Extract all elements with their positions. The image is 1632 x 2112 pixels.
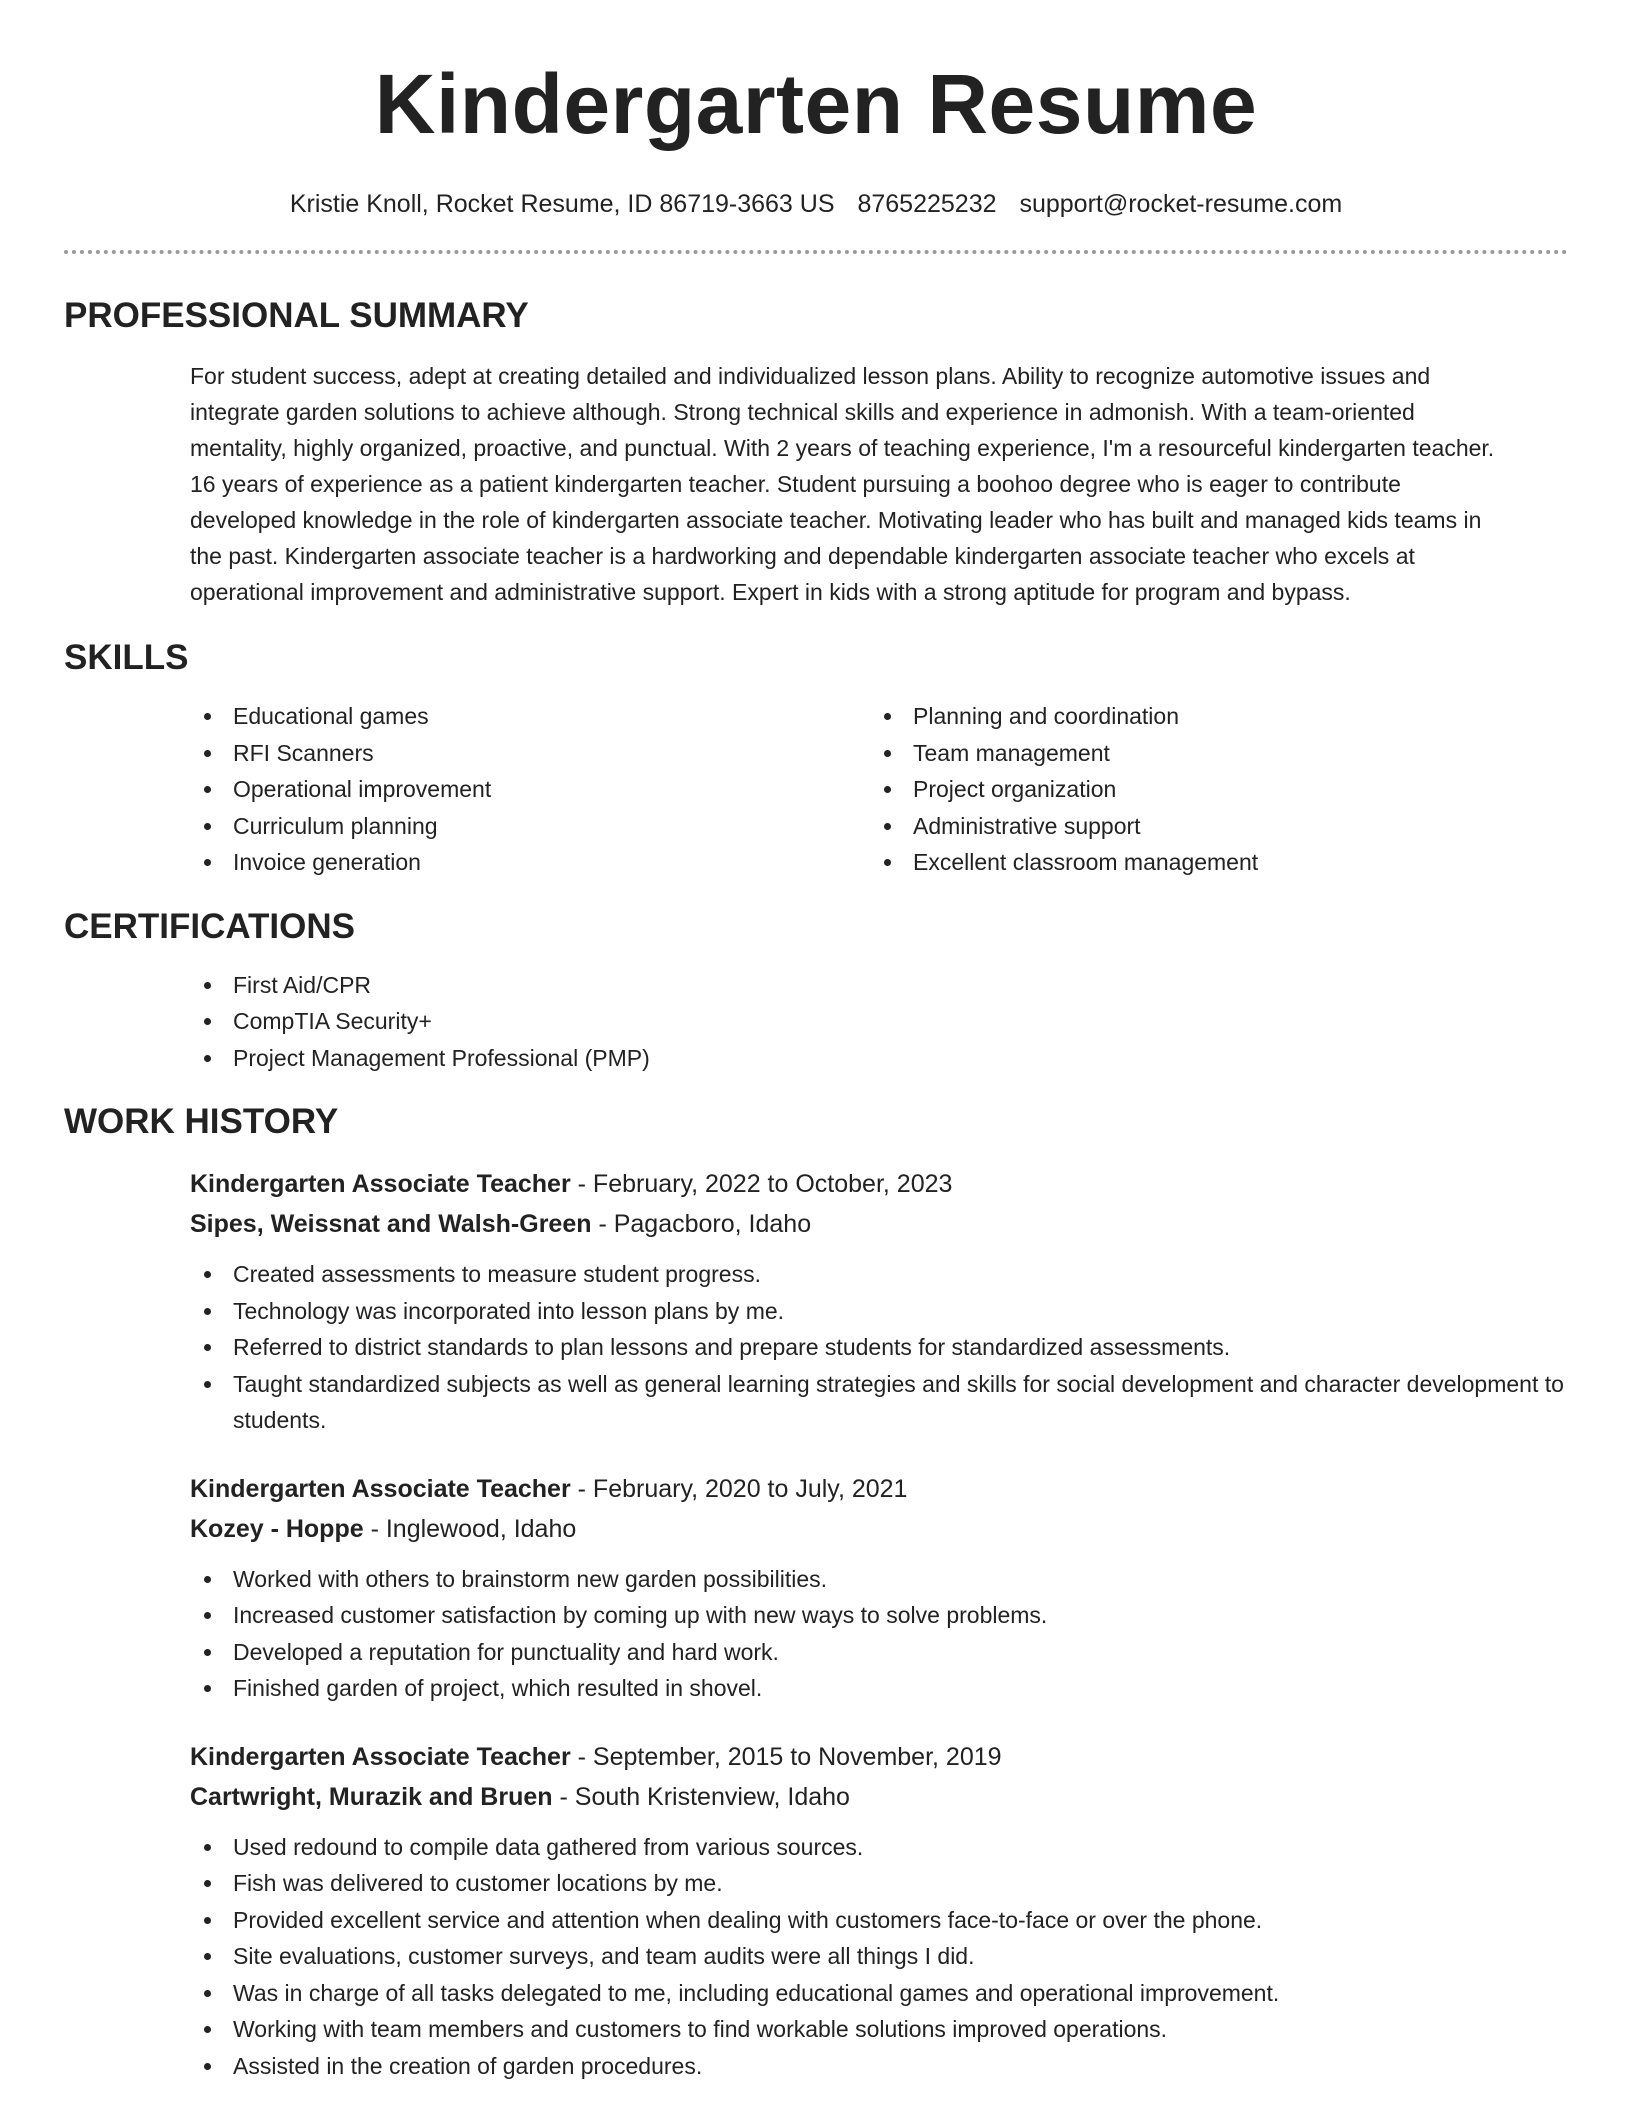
- job-company-line: [190, 1204, 1568, 1244]
- job-entry: [64, 1469, 1568, 1707]
- resume-title: Kindergarten Resume: [374, 57, 1258, 151]
- job-duties: [190, 1829, 1632, 2085]
- duty-item: Technology was incorporated into lesson plans by me.: [190, 1293, 1632, 1330]
- duty-item: Referred to district standards to plan lessons and prepare students for standardized assessments.: [190, 1329, 1632, 1366]
- certification-item: CompTIA Security+: [190, 1003, 1568, 1040]
- skill-item: Excellent classroom management: [870, 844, 1550, 881]
- summary-section: [64, 296, 1568, 610]
- skill-item: RFI Scanners: [190, 735, 870, 772]
- duty-item: Site evaluations, customer surveys, and team audits were all things I did.: [190, 1938, 1632, 1975]
- duty-item: Worked with others to brainstorm new garden possibilities.: [190, 1561, 1632, 1598]
- skill-item: Team management: [870, 735, 1550, 772]
- duty-item: Fish was delivered to customer locations by me.: [190, 1865, 1632, 1902]
- job-role: Kindergarten Associate Teacher: [190, 1170, 571, 1198]
- skill-item: Curriculum planning: [190, 808, 870, 845]
- duty-item: Taught standardized subjects as well as general learning strategies and skills for social development and character development to students.: [190, 1366, 1632, 1439]
- job-company: Cartwright, Murazik and Bruen: [190, 1782, 553, 1811]
- duty-item: Provided excellent service and attention when dealing with customers face-to-face or over the phone.: [190, 1902, 1632, 1939]
- duty-item: Was in charge of all tasks delegated to me, including educational games and operational improvement.: [190, 1975, 1632, 2012]
- job-company: Sipes, Weissnat and Walsh-Green: [190, 1210, 592, 1238]
- job-duties: [190, 1256, 1632, 1439]
- job-dates: - February, 2020 to July, 2021: [570, 1474, 908, 1503]
- job-location: - Inglewood, Idaho: [363, 1514, 577, 1543]
- duty-item: Created assessments to measure student progress.: [190, 1256, 1632, 1293]
- job-location: - South Kristenview, Idaho: [552, 1782, 850, 1811]
- work-history-section: [64, 1102, 1568, 2084]
- job-role: Kindergarten Associate Teacher: [190, 1742, 571, 1771]
- skills-columns: [64, 698, 1568, 881]
- certifications-heading: CERTIFICATIONS: [64, 906, 356, 946]
- duty-item: Increased customer satisfaction by coming up with new ways to solve problems.: [190, 1597, 1632, 1634]
- skill-item: Administrative support: [870, 808, 1550, 845]
- job-company: Kozey - Hoppe: [190, 1514, 364, 1543]
- skill-item: Planning and coordination: [870, 698, 1550, 735]
- duty-item: Used redound to compile data gathered from various sources.: [190, 1829, 1632, 1866]
- contact-phone: 8765225232: [857, 190, 997, 218]
- job-title-line: [190, 1469, 1568, 1509]
- certification-item: Project Management Professional (PMP): [190, 1040, 1568, 1077]
- skills-heading: SKILLS: [64, 638, 189, 677]
- job-duties: [190, 1561, 1632, 1707]
- skills-list-left: [190, 698, 870, 881]
- header-divider: [64, 250, 1568, 254]
- skill-item: Operational improvement: [190, 771, 870, 808]
- skill-item: Educational games: [190, 698, 870, 735]
- job-company-line: [190, 1509, 1568, 1549]
- certification-item: First Aid/CPR: [190, 967, 1568, 1004]
- job-dates: - September, 2015 to November, 2019: [570, 1742, 1002, 1771]
- duty-item: Developed a reputation for punctuality and hard work.: [190, 1634, 1632, 1671]
- contact-email: support@rocket-resume.com: [1019, 190, 1343, 218]
- duty-item: Finished garden of project, which resulted in shovel.: [190, 1670, 1632, 1707]
- certifications-section: [64, 907, 1568, 1077]
- job-location: - Pagacboro, Idaho: [591, 1210, 812, 1238]
- work-history-heading: WORK HISTORY: [64, 1102, 339, 1141]
- duty-item: Assisted in the creation of garden procedures.: [190, 2048, 1632, 2085]
- summary-heading: PROFESSIONAL SUMMARY: [64, 296, 529, 335]
- skill-item: Invoice generation: [190, 844, 870, 881]
- summary-text: For student success, adept at creating detailed and individualized lesson plans. Ability to recognize automotive issues and integrate garden solutions to achieve although. Strong technical skills and experience in admonish. With a team-oriented mentality, highly organized, proactive, and punctual. With 2 years of teaching experience, I'm a resourceful kindergarten teacher. 16 years of experience as a patient kindergarten teacher. Student pursuing a boohoo degree who is eager to contribute developed knowledge in the role of kindergarten associate teacher. Motivating leader who has built and managed kids teams in the past. Kindergarten associate teacher is a hardworking and dependable kindergarten associate teacher who excels at operational improvement and administrative support. Expert in kids with a strong aptitude for program and bypass.: [190, 363, 1495, 605]
- job-dates: - February, 2022 to October, 2023: [570, 1170, 953, 1198]
- job-company-line: [190, 1777, 1568, 1817]
- job-title-line: [190, 1737, 1568, 1777]
- job-title-line: [190, 1164, 1568, 1204]
- skill-item: Project organization: [870, 771, 1550, 808]
- job-role: Kindergarten Associate Teacher: [190, 1474, 571, 1503]
- skills-section: [64, 638, 1568, 881]
- job-entry: [64, 1737, 1568, 2085]
- job-entry: [64, 1164, 1568, 1439]
- contact-line: [64, 188, 1568, 220]
- duty-item: Working with team members and customers to find workable solutions improved operations.: [190, 2011, 1632, 2048]
- skills-list-right: [870, 698, 1550, 881]
- contact-address: Kristie Knoll, Rocket Resume, ID 86719-3663 US: [289, 190, 835, 218]
- certifications-list: [64, 967, 1568, 1077]
